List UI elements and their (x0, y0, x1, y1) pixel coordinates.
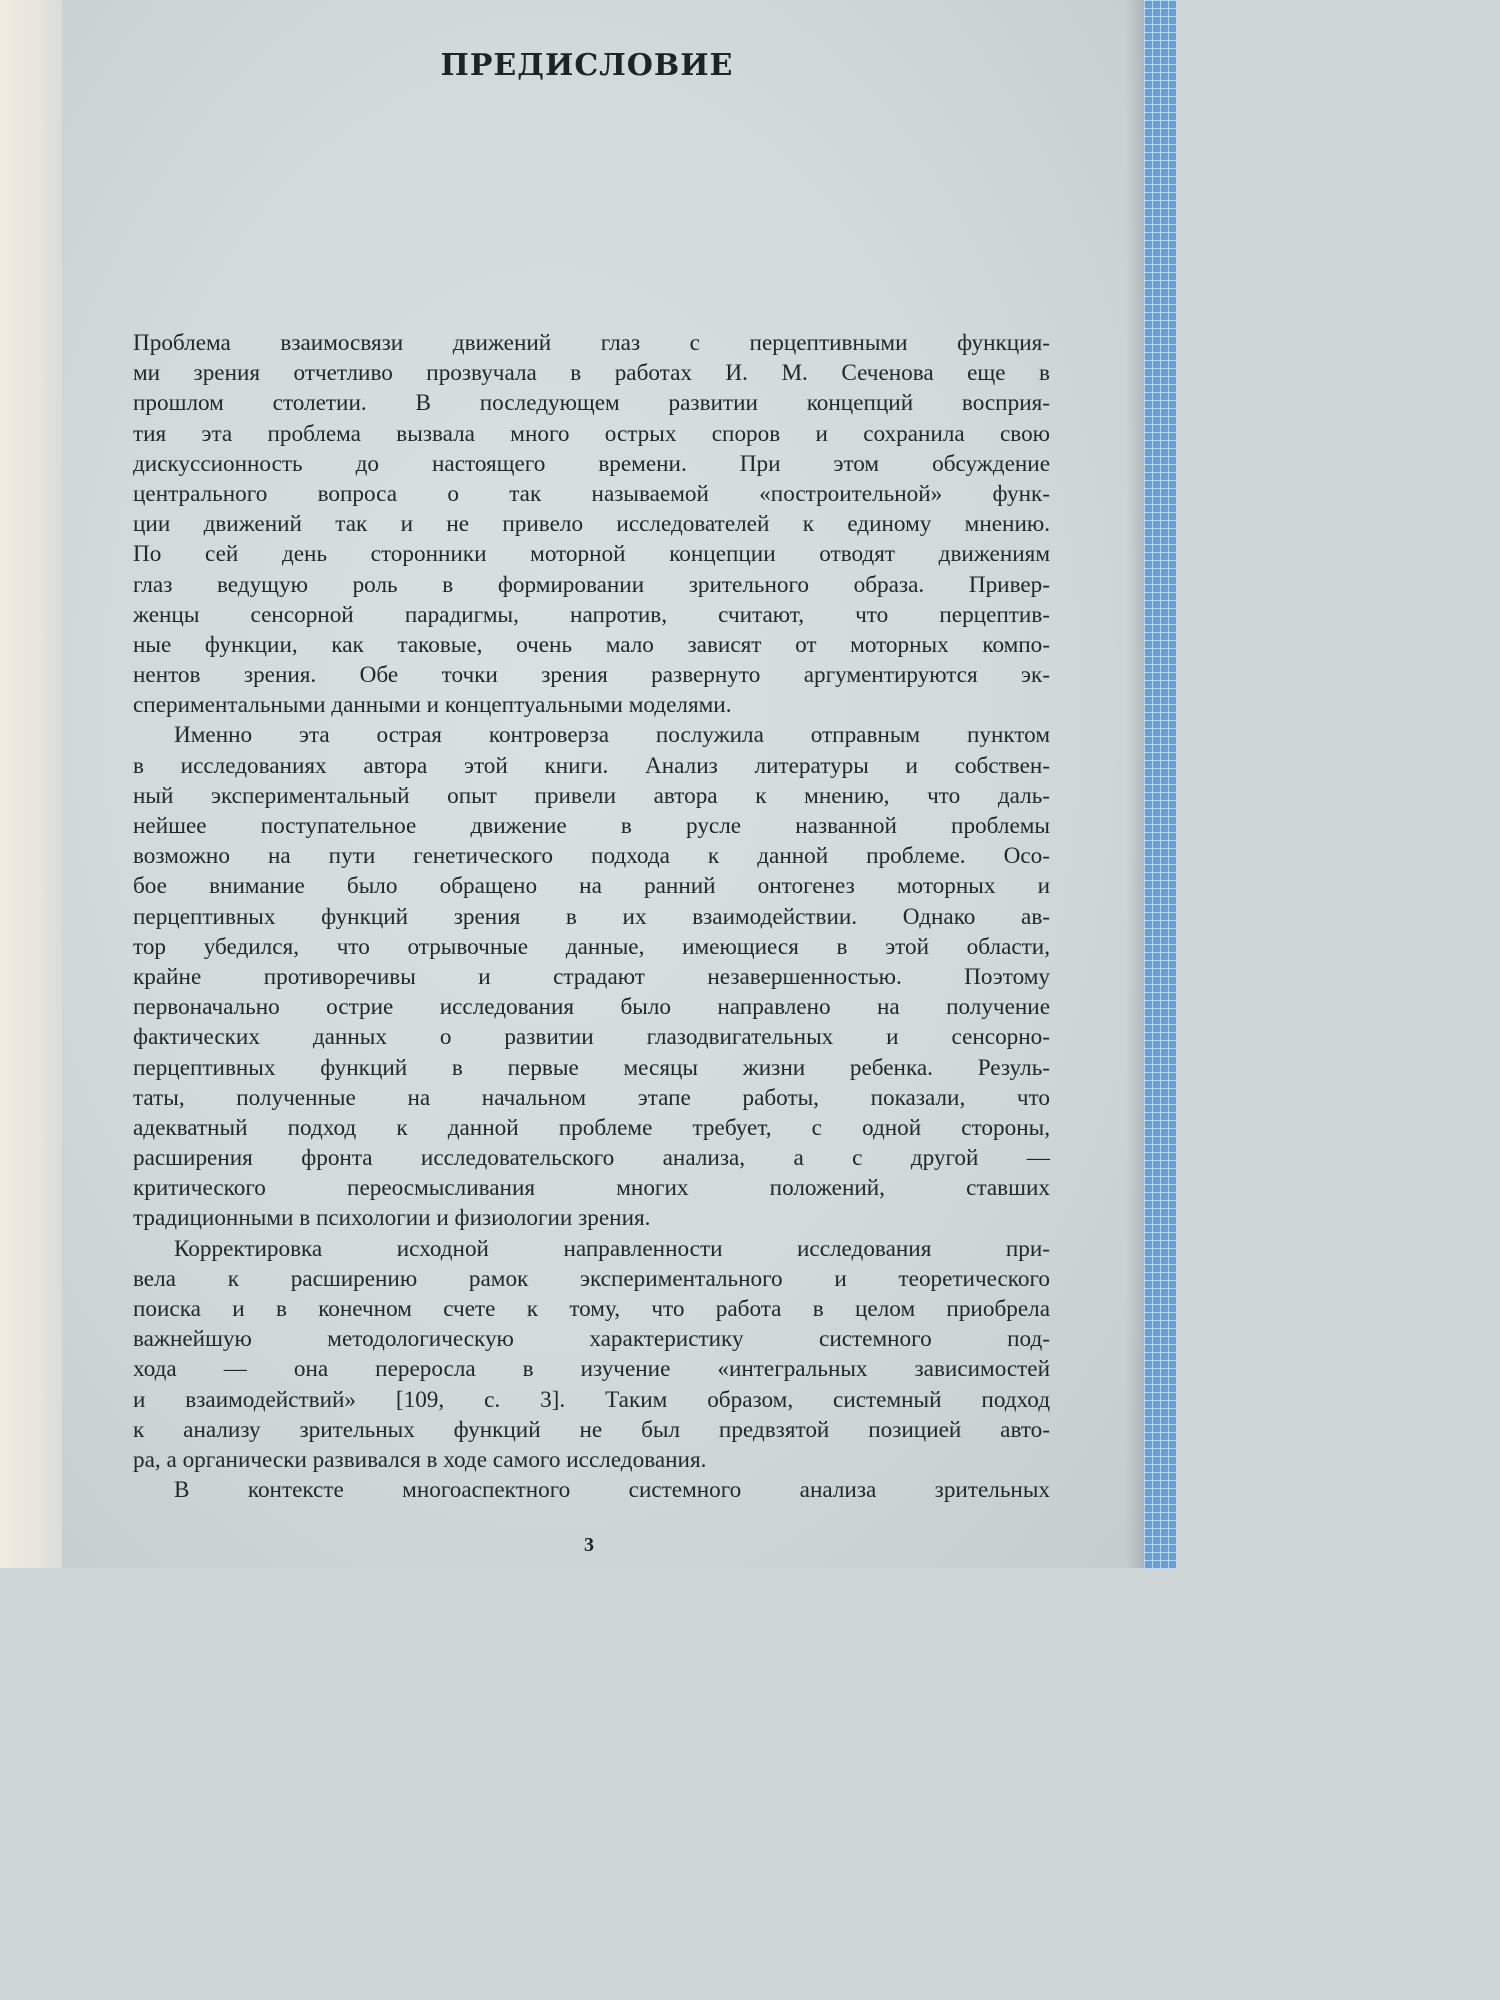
text-line: нентов зрения. Обе точки зрения развернуто аргументируются эк- (133, 662, 1050, 689)
text-line: Именно эта острая контроверза послужила отправным пунктом (174, 722, 1050, 749)
left-page-edge (0, 0, 62, 1568)
text-line: таты, полученные на начальном этапе работы, показали, что (133, 1084, 1050, 1111)
text-line: дискуссионность до настоящего времени. При этом обсуждение (133, 450, 1050, 477)
text-line: По сей день сторонники моторной концепции отводят движениям (133, 541, 1050, 568)
text-line: традиционными в психологии и физиологии зрения. (133, 1205, 651, 1232)
text-line: фактических данных о развитии глазодвигательных и сенсорно- (133, 1024, 1050, 1051)
text-line: крайне противоречивы и страдают незавершенностью. Поэтому (133, 963, 1050, 990)
text-line: расширения фронта исследовательского анализа, а с другой — (133, 1145, 1050, 1172)
text-line: В контексте многоаспектного системного анализа зрительных (174, 1477, 1050, 1504)
text-line: первоначально острие исследования было направлено на получение (133, 994, 1050, 1021)
text-line: перцептивных функций зрения в их взаимодействии. Однако ав- (133, 903, 1050, 930)
text-line: глаз ведущую роль в формировании зрительного образа. Привер- (133, 571, 1050, 598)
text-line: ра, а органически развивался в ходе самого исследования. (133, 1446, 707, 1473)
text-line: вела к расширению рамок экспериментального и теоретического (133, 1265, 1050, 1292)
paragraph-3 (133, 1234, 1050, 1476)
text-line: поиска и в конечном счете к тому, что работа в целом приобрела (133, 1296, 1050, 1322)
text-line: тия эта проблема вызвала много острых споров и сохранила свою (133, 420, 1050, 447)
text-line: к анализу зрительных функций не был предвзятой позицией авто- (133, 1416, 1050, 1443)
text-line: ми зрения отчетливо прозвучала в работах И. М. Сеченова еще в (133, 360, 1050, 387)
text-line: ные функции, как таковые, очень мало зависят от моторных компо- (133, 631, 1050, 658)
grid-paper-edge (1144, 0, 1176, 1568)
paragraph-1 (133, 328, 1050, 720)
text-line: важнейшую методологическую характеристику системного под- (133, 1326, 1050, 1353)
text-line: ный экспериментальный опыт привели автора к мнению, что даль- (133, 782, 1050, 809)
page-title: ПРЕДИСЛОВИЕ (440, 48, 734, 83)
paragraph-2 (133, 720, 1050, 1233)
page-number: 3 (584, 1534, 594, 1556)
text-line: и взаимодействий» [109, с. 3]. Таким образом, системный подход (133, 1386, 1050, 1413)
text-line: спериментальными данными и концептуальными моделями. (133, 692, 732, 719)
text-line: адекватный подход к данной проблеме требует, с одной стороны, (133, 1114, 1050, 1141)
text-line: тор убедился, что отрывочные данные, имеющиеся в этой области, (133, 933, 1050, 960)
text-line: женцы сенсорной парадигмы, напротив, считают, что перцептив- (133, 601, 1050, 628)
text-line: прошлом столетии. В последующем развитии концепций восприя- (133, 390, 1050, 417)
text-line: в исследованиях автора этой книги. Анализ литературы и собствен- (133, 752, 1050, 779)
text-line: бое внимание было обращено на ранний онтогенез моторных и (133, 873, 1050, 900)
body-text (133, 328, 1050, 1505)
text-line: хода — она переросла в изучение «интегральных зависимостей (133, 1356, 1050, 1383)
text-line: Корректировка исходной направленности исследования при- (174, 1235, 1050, 1262)
text-line: центрального вопроса о так называемой «построительной» функ- (133, 480, 1050, 507)
text-line: критического переосмысливания многих положений, ставших (133, 1175, 1050, 1202)
text-line: возможно на пути генетического подхода к данной проблеме. Осо- (133, 843, 1050, 870)
paragraph-4 (133, 1475, 1050, 1505)
text-line: нейшее поступательное движение в русле названной проблемы (133, 813, 1050, 839)
text-line: ции движений так и не привело исследователей к единому мнению. (133, 511, 1050, 538)
text-line: Проблема взаимосвязи движений глаз с перцептивными функция- (133, 330, 1050, 356)
text-line: перцептивных функций в первые месяцы жизни ребенка. Резуль- (133, 1054, 1050, 1081)
